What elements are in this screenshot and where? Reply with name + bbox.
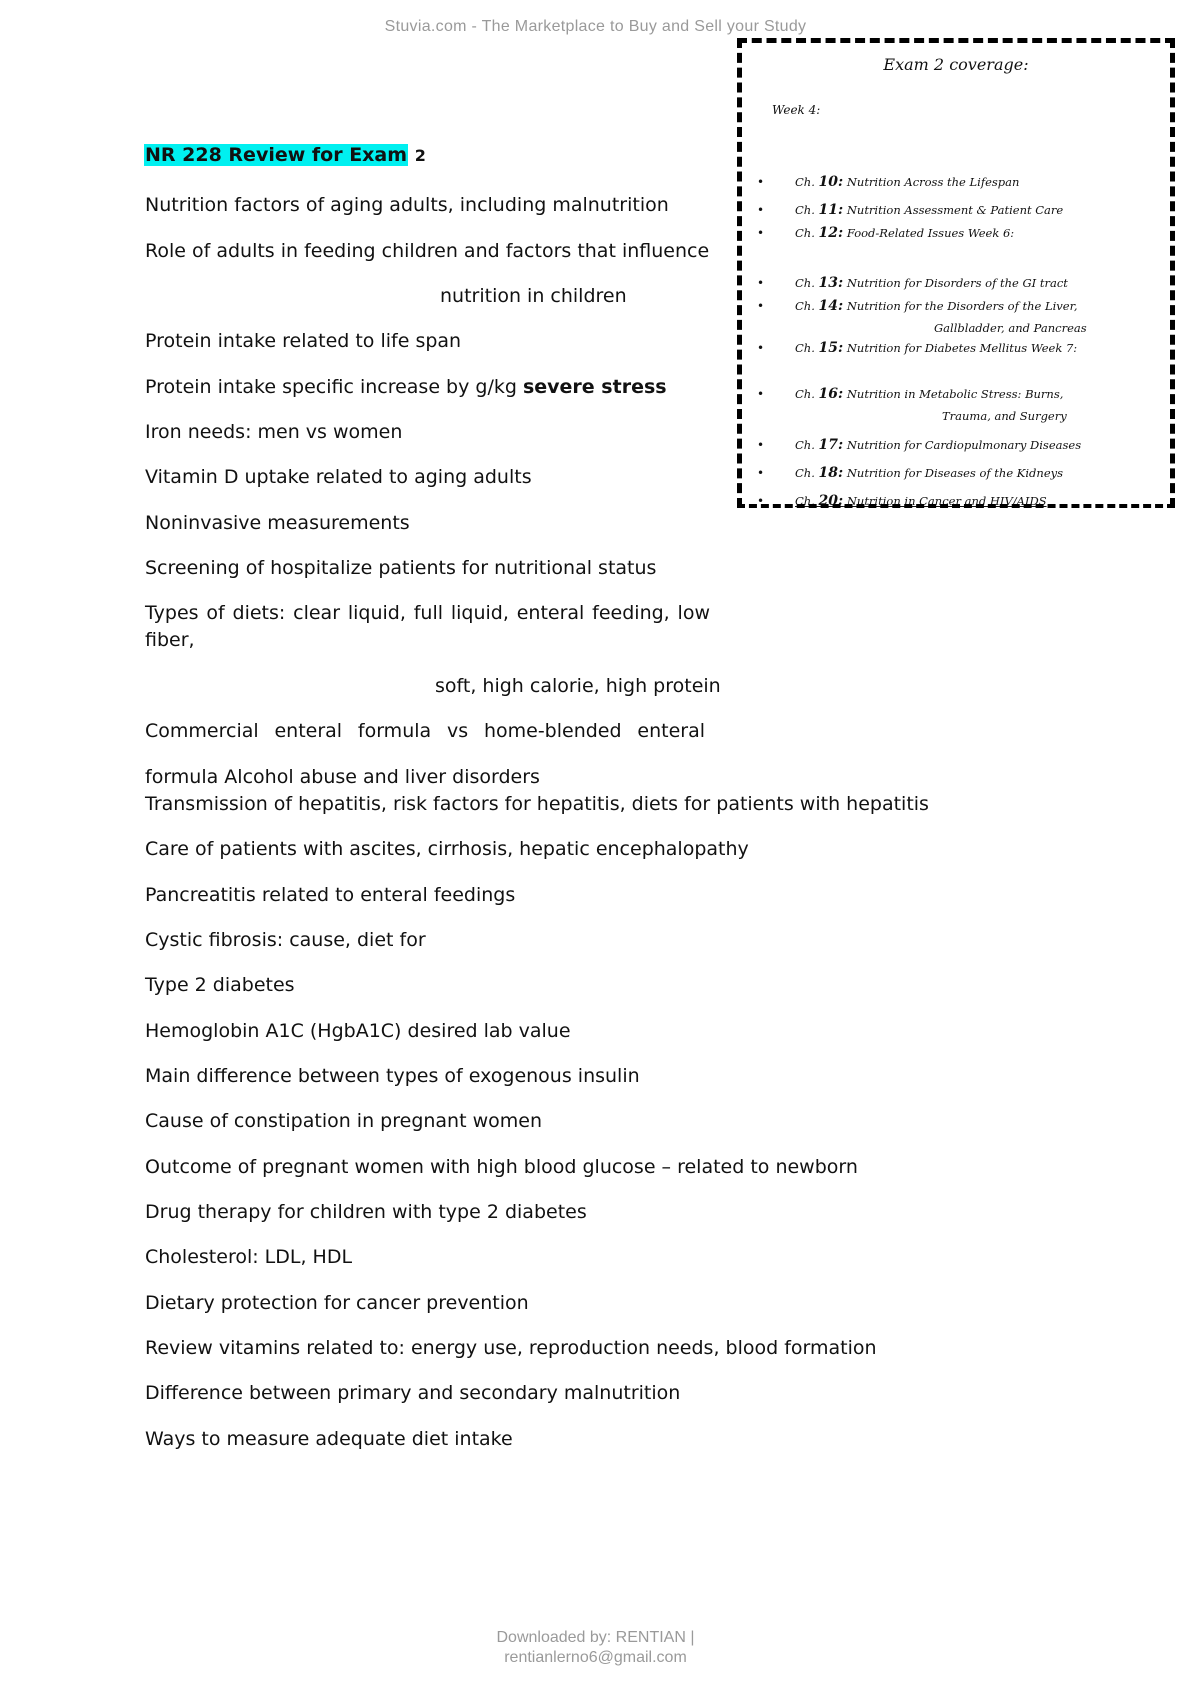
download-footer: [0, 1628, 1191, 1668]
topic-line: Vitamin D uptake related to aging adults: [145, 466, 532, 488]
bullet-icon: •: [757, 203, 765, 217]
exam-coverage-box: Exam 2 coverage: Week 4: • Ch. 10: Nutrition Across the Lifespan • Ch. 11: Nutrition Assessment & Patient Care • Ch. 12: Food-Related Issues Week 6: • Ch. 13: Nutrition for Disorders of the GI tract • Ch. 14: Nutrition for the Disorders of the Liver, Gallbladder, and Pancreas • Ch. 15: Nutrition for Diabetes Mellitus Week 7: • Ch. 16: Nutrition in Metabolic Stress: Burns, Trauma, and Surgery • Ch. 17: Nutrition for Cardiopulmonary Diseases • Ch. 18: Nutrition for Diseases of the Kidneys • Ch. 20: Nutrition in Cancer and HIV/AIDS: [737, 38, 1175, 508]
topic-line: Role of adults in feeding children and factors that influence: [145, 240, 710, 262]
topic-line: Nutrition factors of aging adults, including malnutrition: [145, 194, 669, 216]
topic-line: Hemoglobin A1C (HgbA1C) desired lab value: [145, 1020, 571, 1042]
topic-line: [145, 376, 667, 398]
bullet-icon: •: [757, 494, 765, 508]
topic-line: Types of diets: clear liquid, full liquid, enteral feeding, low: [145, 602, 710, 624]
topic-line: Screening of hospitalize patients for nutritional status: [145, 557, 657, 579]
coverage-box-bottom-border: [737, 504, 1175, 508]
bullet-icon: •: [757, 466, 765, 480]
footer-email: rentianlerno6@gmail.com: [504, 1649, 687, 1666]
coverage-title: Exam 2 coverage:: [883, 55, 1029, 74]
topic-line: Commercial enteral formula vs home-blended enteral: [145, 720, 705, 742]
topic-line: Protein intake related to life span: [145, 330, 462, 352]
topic-line: nutrition in children: [440, 285, 627, 307]
topic-line: Type 2 diabetes: [145, 974, 295, 996]
topic-line: Iron needs: men vs women: [145, 421, 403, 443]
bullet-icon: •: [757, 341, 765, 355]
topic-line: Noninvasive measurements: [145, 512, 410, 534]
topic-text: Protein intake specific increase by g/kg: [145, 376, 523, 398]
bullet-icon: •: [757, 226, 765, 240]
coverage-week-4: Week 4:: [772, 103, 821, 117]
topic-line: Main difference between types of exogenous insulin: [145, 1065, 640, 1087]
topic-line: Cholesterol: LDL, HDL: [145, 1246, 353, 1268]
title-number: 2: [414, 146, 426, 165]
page-title: [144, 144, 426, 166]
topic-line: Difference between primary and secondary malnutrition: [145, 1382, 681, 1404]
watermark: Stuvia.com - The Marketplace to Buy and Sell your Study: [384, 18, 807, 35]
footer-line-1: Downloaded by: RENTIAN |: [496, 1629, 695, 1646]
topic-line: Outcome of pregnant women with high blood glucose – related to newborn: [145, 1156, 858, 1178]
topic-line: Cause of constipation in pregnant women: [145, 1110, 542, 1132]
topic-line: Cystic fibrosis: cause, diet for: [145, 929, 426, 951]
bullet-icon: •: [757, 175, 765, 189]
topic-line: soft, high calorie, high protein: [435, 675, 721, 697]
title-highlighted: NR 228 Review for Exam: [145, 144, 408, 166]
topic-line: formula Alcohol abuse and liver disorders: [145, 766, 540, 788]
topic-line: Care of patients with ascites, cirrhosis, hepatic encephalopathy: [145, 838, 749, 860]
topic-emphasis: severe stress: [522, 376, 667, 398]
topic-line: Pancreatitis related to enteral feedings: [145, 884, 516, 906]
bullet-icon: •: [757, 299, 765, 313]
topic-line: Review vitamins related to: energy use, reproduction needs, blood formation: [145, 1337, 877, 1359]
topic-line: Transmission of hepatitis, risk factors for hepatitis, diets for patients with hepatitis: [145, 793, 929, 815]
bullet-icon: •: [757, 387, 765, 401]
topic-line: Drug therapy for children with type 2 diabetes: [145, 1201, 587, 1223]
bullet-icon: •: [757, 276, 765, 290]
topic-line: fiber,: [145, 629, 195, 651]
topic-line: Ways to measure adequate diet intake: [145, 1428, 513, 1450]
topic-line: Dietary protection for cancer prevention: [145, 1292, 529, 1314]
bullet-icon: •: [757, 438, 765, 452]
